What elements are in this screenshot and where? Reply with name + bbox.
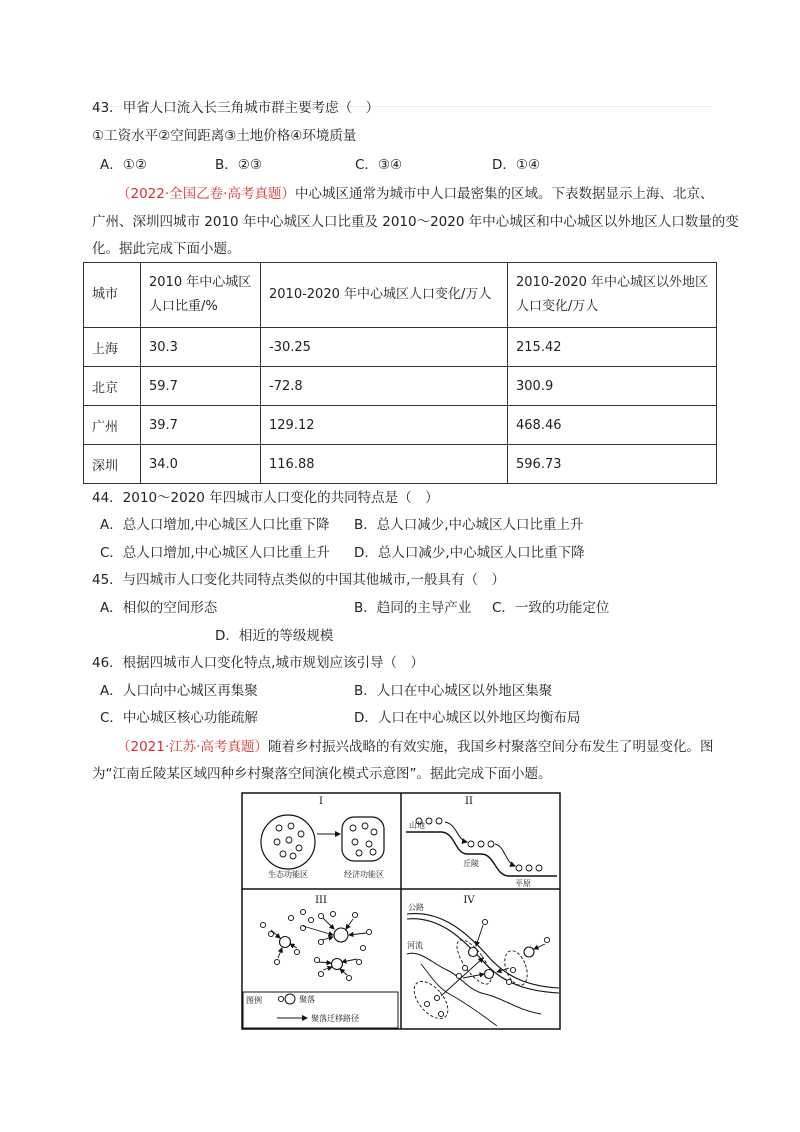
cell-outer: 468.46 [508,406,717,445]
cell-city: 深圳 [84,445,141,484]
cell-ratio: 30.3 [141,328,261,367]
legend-settlement-label: 聚落 [299,995,315,1004]
q46-option-d[interactable]: D．人口在中心城区以外地区均衡布局 [354,710,581,726]
table-header-row [84,263,717,328]
q45-option-c[interactable]: C．一致的功能定位 [492,600,610,616]
legend-large-settlement-icon [285,994,295,1004]
table-row [84,406,717,445]
q45-option-d[interactable]: D．相近的等级规模 [215,628,334,644]
hill-label: 丘陵 [463,859,479,868]
cell-center: -30.25 [261,328,508,367]
q43-option-c[interactable]: C．③④ [355,157,403,173]
cell-city: 北京 [84,367,141,406]
cell-center: 116.88 [261,445,508,484]
table-row [84,328,717,367]
panel-label-i: I [319,796,323,807]
q46-option-b[interactable]: B．人口在中心城区以外地区集聚 [354,683,553,699]
panel-label-iv: IV [463,895,475,906]
q44-stem: 44．2010～2020 年四城市人口变化的共同特点是（ ） [92,490,439,506]
cell-ratio: 39.7 [141,406,261,445]
table-row [84,445,717,484]
q46-option-a[interactable]: A．人口向中心城区再集聚 [100,683,258,699]
header-center-change: 2010-2020 年中心城区人口变化/万人 [261,263,508,328]
legend-title: 图例 [246,996,262,1005]
q43-option-d[interactable]: D．①④ [492,157,541,173]
eco-zone-label: 生态功能区 [268,870,308,879]
road-label: 公路 [408,903,424,912]
passage2-source: （2021·江苏·高考真题） [117,739,268,755]
population-table [83,262,717,484]
cell-ratio: 34.0 [141,445,261,484]
river-label: 河流 [407,941,423,950]
mountain-label: 山地 [409,821,425,830]
econ-zone-label: 经济功能区 [344,870,384,879]
passage1-line1: （2022·全国乙卷·高考真题）中心城区通常为城市中人口最密集的区域。下表数据显示上海、北京、 [117,186,714,202]
header-city: 城市 [84,263,141,328]
passage1-source: （2022·全国乙卷·高考真题） [117,186,295,202]
panel-label-ii: II [465,796,473,807]
legend-path-label: 聚落迁移路径 [311,1014,359,1023]
table-row [84,367,717,406]
q45-stem: 45．与四城市人口变化共同特点类似的中国其他城市,一般具有（ ） [92,572,505,588]
panel-label-iii: III [315,895,327,906]
q44-option-c[interactable]: C．总人口增加,中心城区人口比重上升 [100,545,330,561]
header-ratio: 2010 年中心城区 人口比重/% [141,263,261,328]
plain-label: 平原 [515,879,531,888]
q46-option-c[interactable]: C．中心城区核心功能疏解 [100,710,258,726]
passage1-line3: 化。据此完成下面小题。 [92,241,241,257]
passage1-line2: 广州、深圳四城市 2010 年中心城区人口比重及 2010～2020 年中心城区和中心城区以外地区人口数量的变 [92,214,739,230]
q46-stem: 46．根据四城市人口变化特点,城市规划应该引导（ ） [92,655,424,671]
passage2-line2: 为“江南丘陵某区域四种乡村聚落空间演化模式示意图”。据此完成下面小题。 [92,766,552,782]
q45-option-b[interactable]: B．趋同的主导产业 [354,600,472,616]
cell-city: 广州 [84,406,141,445]
cell-ratio: 59.7 [141,367,261,406]
q43-option-b[interactable]: B．②③ [215,157,262,173]
q44-option-b[interactable]: B．总人口减少,中心城区人口比重上升 [354,517,584,533]
cell-outer: 300.9 [508,367,717,406]
q43-stem: 43．甲省人口流入长三角城市群主要考虑（ ） [92,100,380,116]
q44-option-a[interactable]: A．总人口增加,中心城区人口比重下降 [100,517,330,533]
cell-city: 上海 [84,328,141,367]
cell-center: -72.8 [261,367,508,406]
q44-option-d[interactable]: D．总人口减少,中心城区人口比重下降 [354,545,585,561]
q45-option-a[interactable]: A．相似的空间形态 [100,600,218,616]
settlement-evolution-figure [241,792,561,1030]
cell-center: 129.12 [261,406,508,445]
q43-option-a[interactable]: A．①② [100,157,147,173]
passage2-line1: （2021·江苏·高考真题）随着乡村振兴战略的有效实施，我国乡村聚落空间分布发生了明显变化。图 [117,739,714,755]
q43-factors: ①工资水平②空间距离③土地价格④环境质量 [92,128,357,144]
header-outer-change: 2010-2020 年中心城区以外地区 人口变化/万人 [508,263,717,328]
legend-small-settlement-icon [278,996,283,1001]
cell-outer: 596.73 [508,445,717,484]
cell-outer: 215.42 [508,328,717,367]
